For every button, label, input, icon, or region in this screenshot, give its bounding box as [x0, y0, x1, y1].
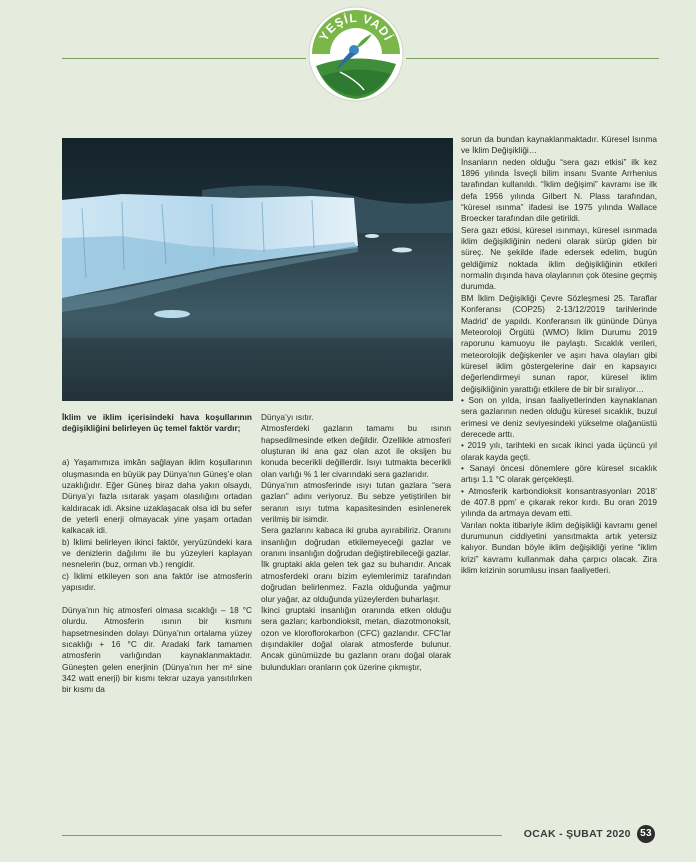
paragraph: Sera gazı etkisi, küresel ısınmayı, küresel ısınmada iklim değişikliğinin nedeni olarak sürüp giden bir süreç. Ne şekilde ifade edersek edelim, bugün geldiğimiz noktada iklim değişikliğinin etkileri normalin dışında hava olaylarının çok ötesine geçmiş durumda.	[461, 224, 657, 292]
paragraph: BM İklim Değişikliği Çevre Sözleşmesi 25. Taraflar Konferansı (COP25) 2-13/12/2019 tarihlerinde Madrid’ de yapıldı. Konferansın ilk gününde Dünya Meteoroloji Örgütü (WMO) İklim Durumu 2019 raporunu kamuoyu ile paylaştı. Sıcaklık verileri, meteorolojik değişkenler ve aşırı hava olayları gibi küresel iklim göstergelerine dair en kapsayıcı değerlendirmeyi sunan rapor, küresel iklim değişikliğinin yarattığı etkilere de bir bir sıralıyor…	[461, 292, 657, 394]
text-column-left	[62, 412, 252, 696]
paragraph: b) İklimi belirleyen ikinci faktör, yeryüzündeki kara ve denizlerin dağılımı ile bu yüzeyleri kaplayan nesnelerin (buz, orman vb.) rengidir.	[62, 536, 252, 570]
bullet-item: • Son on yılda, insan faaliyetlerinden kaynaklanan sera gazlarının neden olduğu küresel sıcaklık, buzul erimesi ve deniz seviyesindeki yükselme olağanüstü derecede arttı.	[461, 394, 657, 439]
paragraph: Dünya’nın atmosferinde ısıyı tutan gazlara “sera gazları” adını veriyoruz. Bu sebze yetiştirilen bir seranın ısıyı tutma kapasitesinden esinlenerek verilmiş bir isimdir.	[261, 480, 451, 525]
page-footer	[524, 825, 655, 843]
bullet-item: • Atmosferik karbondioksit konsantrasyonları 2018’ de 407.8 ppm’ e çıkarak rekor kırdı. Bu oran 2019 yılında da artmaya devam etti.	[461, 485, 657, 519]
footer-rule	[62, 835, 502, 836]
paragraph: c) İklimi etkileyen son ana faktör ise atmosferin yapısıdır.	[62, 570, 252, 593]
paragraph: Varılan nokta itibariyle iklim değişikliği kavramı genel durumunun ciddiyetini yansıtmakta artık yetersiz kalıyor. Bundan böyle iklim değişikliği yerine “iklim krizi” kavramı kullanmak daha çarpıcı olacak. Zira iklim krizinin sorumlusu insan faaliyetleri.	[461, 519, 657, 576]
text-column-middle	[261, 412, 451, 673]
issue-label: OCAK - ŞUBAT 2020	[523, 827, 631, 840]
yesil-vadi-logo	[304, 4, 408, 104]
paragraph: İkinci gruptaki insanlığın oranında etken olduğu sera gazları; karbondioksit, metan, diazotmonoksit, ozon ve kloroflorokarbon (CFC) gazlarıdır. CFC’lar dışındakiler doğal olarak atmosferde bulunur. Ancak günümüzde bu gazların oranı doğal olarak bulundukları oranların çok üzerine çıkmıştır,	[261, 604, 451, 672]
paragraph: Dünya’yı ısıtır.	[261, 412, 314, 422]
paragraph: a) Yaşamımıza imkân sağlayan iklim koşullarının oluşmasında en büyük pay Dünya’nın Güneş’e olan uzaklığıdır. Eğer Güneş biraz daha yakın olsaydı, Dünya’yı fazla ısıtarak yaşam olasılığını ortadan kaldıracak idi. Aksine uzaklaşacak olsa idi bu sefer de yeterli enerji olmayacak yine yaşam ortadan kalkacak idi.	[62, 457, 252, 536]
page-number: 53	[637, 825, 655, 843]
paragraph: Sera gazlarını kabaca iki gruba ayırabiliriz. Oranını insanlığın doğrudan etkilemeyeceği gazlar ve oranını insanlığın doğrudan değiştirebileceği gazlar.	[261, 525, 451, 559]
header-rule-right	[406, 58, 659, 59]
paragraph: sorun da bundan kaynaklanmaktadır. Küresel Isınma ve İklim Değişikliği…	[461, 134, 657, 156]
bullet-item: • Sanayi öncesi dönemlere göre küresel sıcaklık artışı 1.1 °C olarak gerçekleşti.	[461, 462, 657, 485]
bullet-item: • 2019 yılı, tarihteki en sıcak ikinci yada üçüncü yıl olarak kayda geçti.	[461, 440, 657, 462]
paragraph: Dünya’nın hiç atmosferi olmasa sıcaklığı – 18 °C olurdu. Atmosferin ısının bir kısmını hapsetmesinden dolayı Dünya’nın ortalama yüzey sıcaklığı + 16 °C dir. Aradaki fark tamamen atmosferin varlığından kaynaklanmaktadır. Güneşten gelen enerjinin (Dünya’nın her m² sine 342 watt enerji) bir kısmı tekrar uzaya yansıtılırken bir kısmı da	[62, 604, 252, 695]
paragraph: İnsanların neden olduğu “sera gazı etkisi” ilk kez 1896 yılında İsveçli bilim insanı Svante Arrhenius tarafından kullanıldı. “İklim değişimi” kavramı ise ilk defa 1956 yılında Gilbert N. Plass tarafından, “küresel ısınma” ifadesi ise 1975 yılında Wallace Broecker tarafından dile getirildi.	[461, 156, 657, 224]
intro-heading: İklim ve iklim içerisindeki hava koşullarının değişikliğini belirleyen üç temel faktör vardır;	[62, 412, 252, 434]
header-rule-left	[62, 58, 306, 59]
text-column-right	[461, 134, 657, 576]
paragraph: Atmosferdeki gazların tamamı bu ısının hapsedilmesinde etken değildir. Özellikle atmosferi oluşturan iki ana gaz olan azot ile oksijen bu konuda becerikli değillerdir. Isıyı tutmakta becerikli olan varlığı % 1 ler civarındaki sera gazlarıdır.	[261, 423, 451, 479]
paragraph: İlk gruptaki akla gelen tek gaz su buharıdır. Ancak atmosferdeki oranı bizim eylemlerimiz tarafından doğrudan belirlenmez. Fazla olduğunda yağmur olur yağar, az olduğunda yüzeylerden buharlaşır.	[261, 559, 451, 604]
logo-text: YEŞİL VADİ	[316, 10, 396, 44]
glacier-photo	[62, 138, 453, 401]
